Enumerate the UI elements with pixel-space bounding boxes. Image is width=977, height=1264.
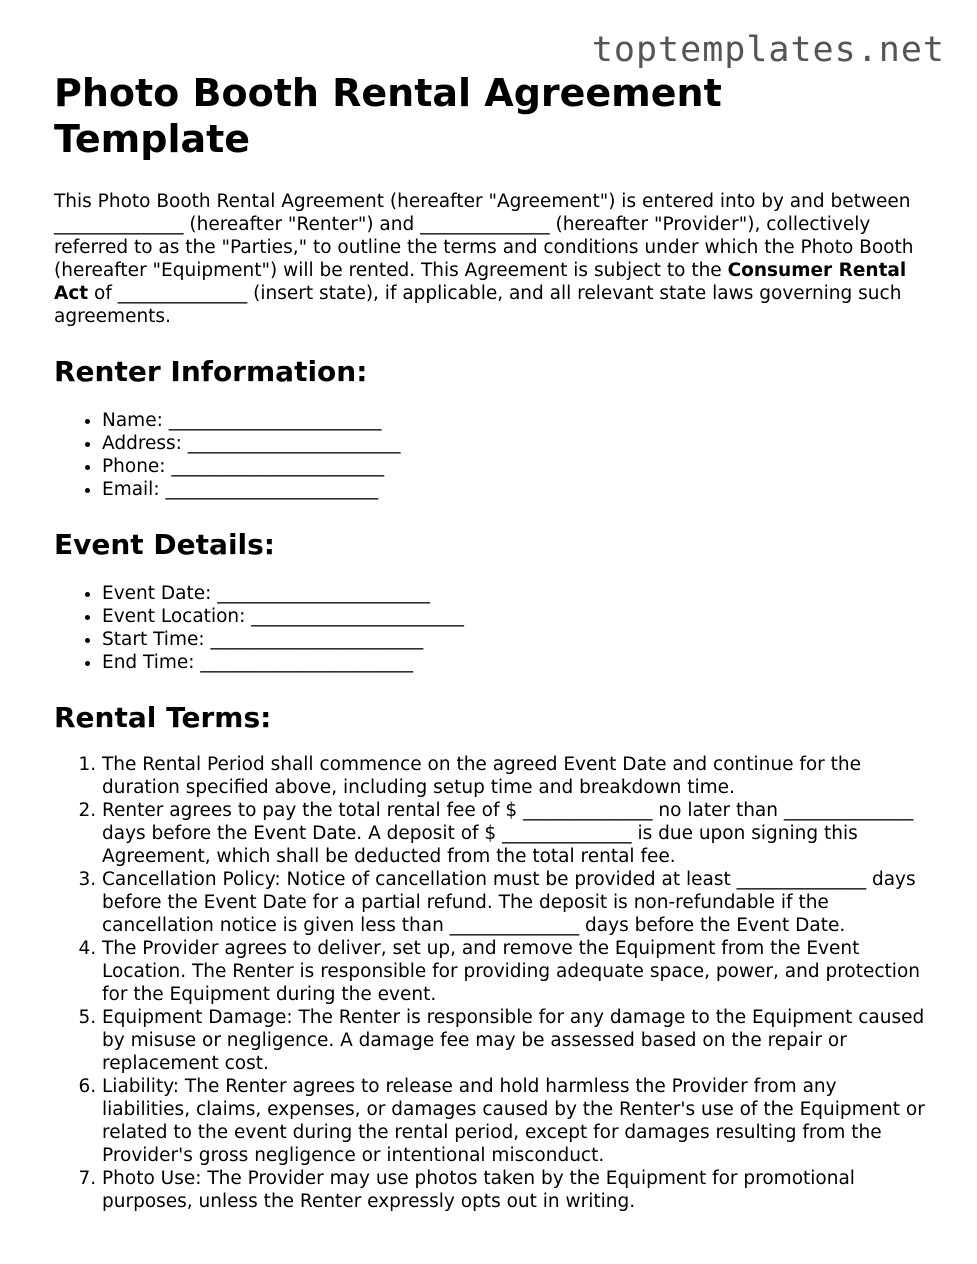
list-item: • Event Location: _______________________: [102, 605, 929, 628]
list-item: 3. Cancellation Policy: Notice of cancellation must be provided at least ______________ days before the Event Date for a partial refund. The deposit is non-refundable if the cancellation notice is given less than ______________ days before the Event Date.: [102, 868, 929, 937]
list-item: • End Time: _______________________: [102, 651, 929, 674]
list-item: • Start Time: _______________________: [102, 628, 929, 651]
list-item: 5. Equipment Damage: The Renter is responsible for any damage to the Equipment caused by misuse or negligence. A damage fee may be assessed based on the repair or replacement cost.: [102, 1006, 929, 1075]
list-item: • Email: _______________________: [102, 478, 929, 501]
watermark: toptemplates.net: [591, 30, 945, 70]
renter-info-heading: Renter Information:: [54, 355, 368, 388]
list-item: • Address: _______________________: [102, 432, 929, 455]
rental-terms-list: [54, 753, 929, 1213]
list-item: • Name: _______________________: [102, 409, 929, 432]
list-item: 2. Renter agrees to pay the total rental fee of $ ______________ no later than ______________ days before the Event Date. A deposit of $ ______________ is due upon signing this Agreement, which shall be deducted from the total rental fee.: [102, 799, 929, 868]
intro-text-part1: This Photo Booth Rental Agreement (hereafter "Agreement") is entered into by and between ______________ (hereafter "Renter") and ______________ (hereafter "Provider"), collectively referred to as the "Parties," to outline the terms and conditions under which the Photo Booth (hereafter "Equipment") will be rented. This Agreement is subject to the: [54, 191, 914, 281]
document-title: Photo Booth Rental Agreement Template: [54, 71, 722, 161]
intro-text-part2: of ______________ (insert state), if applicable, and all relevant state laws governing such agreements.: [54, 283, 902, 327]
event-details-list: [54, 582, 929, 674]
renter-info-list: [54, 409, 929, 501]
list-item: 7. Photo Use: The Provider may use photos taken by the Equipment for promotional purposes, unless the Renter expressly opts out in writing.: [102, 1167, 929, 1213]
intro-paragraph: [54, 190, 929, 328]
event-details-heading: Event Details:: [54, 528, 276, 561]
rental-terms-heading: Rental Terms:: [54, 701, 272, 734]
list-item: 6. Liability: The Renter agrees to release and hold harmless the Provider from any liabilities, claims, expenses, or damages caused by the Renter's use of the Equipment or related to the event during the rental period, except for damages resulting from the Provider's gross negligence or intentional misconduct.: [102, 1075, 929, 1167]
document-page: [54, 70, 929, 1213]
list-item: 1. The Rental Period shall commence on the agreed Event Date and continue for the duration specified above, including setup time and breakdown time.: [102, 753, 929, 799]
list-item: 4. The Provider agrees to deliver, set up, and remove the Equipment from the Event Location. The Renter is responsible for providing adequate space, power, and protection for the Equipment during the event.: [102, 937, 929, 1006]
intro-bold-act: Consumer Rental Act: [54, 260, 907, 304]
list-item: • Event Date: _______________________: [102, 582, 929, 605]
list-item: • Phone: _______________________: [102, 455, 929, 478]
